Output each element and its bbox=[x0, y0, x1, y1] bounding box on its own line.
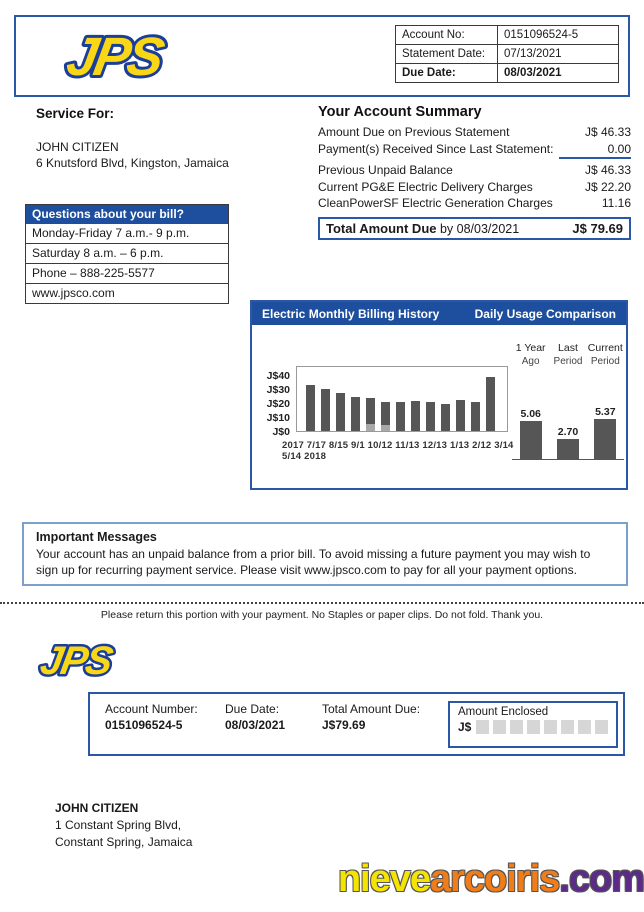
important-messages-body: Your account has an unpaid balance from a prior bill. To avoid missing a future payment you may wish to sign up for recurring payment service. Please visit www.jpsco.com to pay for all your payment options. bbox=[36, 547, 591, 577]
jps-logo-text: JPS bbox=[62, 26, 167, 87]
mailing-address-line1: 1 Constant Spring Blvd, bbox=[55, 818, 182, 832]
stub-due-date-label: Due Date: bbox=[225, 702, 280, 716]
watermark-segment: arcoiris bbox=[429, 858, 560, 900]
watermark-segment: .com bbox=[559, 858, 644, 900]
account-no-label: Account No: bbox=[396, 26, 498, 45]
total-due-label-bold: Total Amount Due bbox=[326, 220, 437, 236]
total-amount-due-row bbox=[318, 217, 631, 240]
billing-history-title: Electric Monthly Billing History bbox=[262, 306, 440, 321]
stub-account-number-value: 0151096524-5 bbox=[105, 718, 183, 732]
amount-enclosed-entry[interactable] bbox=[458, 720, 608, 734]
daily-usage-category-label: Last Period bbox=[553, 342, 583, 367]
summary-value: J$ 46.33 bbox=[584, 125, 631, 139]
billing-bar bbox=[471, 402, 480, 431]
summary-row-generation-charges bbox=[318, 195, 631, 212]
y-axis-tick: J$20 bbox=[266, 398, 290, 411]
questions-box-title: Questions about your bill? bbox=[26, 205, 228, 224]
statement-date-label: Statement Date: bbox=[396, 45, 498, 64]
billing-bar bbox=[441, 404, 450, 431]
billing-bar bbox=[306, 385, 315, 431]
billing-y-axis bbox=[252, 366, 294, 438]
perforation-line bbox=[0, 602, 644, 604]
summary-row-previous-statement bbox=[318, 124, 631, 141]
mailing-name: JOHN CITIZEN bbox=[55, 801, 139, 815]
summary-label: Payment(s) Received Since Last Statement: bbox=[318, 141, 554, 156]
table-row bbox=[396, 26, 619, 45]
amount-enclosed-square[interactable] bbox=[510, 720, 523, 734]
jps-logo-stub bbox=[22, 632, 157, 693]
stub-total-due-value: J$79.69 bbox=[322, 718, 366, 732]
amount-enclosed-square[interactable] bbox=[578, 720, 591, 734]
account-no-value: 0151096524-5 bbox=[498, 26, 619, 45]
account-summary-title: Your Account Summary bbox=[318, 104, 482, 120]
jps-logo-icon bbox=[44, 21, 224, 93]
billing-bars bbox=[296, 366, 508, 432]
header-box bbox=[14, 15, 630, 97]
stub-total-due bbox=[322, 702, 420, 732]
important-messages-title: Important Messages bbox=[36, 530, 157, 544]
statement-date-value: 07/13/2021 bbox=[498, 45, 619, 64]
watermark bbox=[338, 858, 644, 901]
total-due-label bbox=[326, 221, 519, 236]
chart-panel bbox=[250, 300, 628, 490]
billing-bar bbox=[351, 397, 360, 431]
billing-bar bbox=[486, 377, 495, 431]
due-date-label: Due Date: bbox=[396, 64, 498, 83]
summary-row-delivery-charges bbox=[318, 179, 631, 196]
billing-bar bbox=[456, 400, 465, 431]
daily-usage-value: 2.70 bbox=[557, 425, 579, 438]
billing-bar bbox=[366, 398, 375, 431]
summary-row-payments-received bbox=[318, 141, 631, 160]
return-portion-note: Please return this portion with your payment. No Staples or paper clips. Do not fold. Thank you. bbox=[100, 609, 544, 621]
amount-enclosed-currency: J$ bbox=[458, 720, 472, 734]
summary-value: 0.00 bbox=[559, 141, 631, 160]
jps-logo bbox=[44, 21, 224, 98]
summary-value: J$ 22.20 bbox=[584, 179, 631, 194]
amount-enclosed-square[interactable] bbox=[493, 720, 506, 734]
daily-usage-bar bbox=[557, 439, 579, 459]
mailing-address-line2: Constant Spring, Jamaica bbox=[55, 835, 193, 849]
daily-usage-bars bbox=[512, 342, 624, 460]
due-date-value: 08/03/2021 bbox=[498, 64, 619, 83]
questions-hours-saturday: Saturday 8 a.m. – 6 p.m. bbox=[26, 244, 228, 264]
billing-bar bbox=[426, 402, 435, 431]
important-messages-box bbox=[22, 522, 628, 586]
summary-label: Current PG&E Electric Delivery Charges bbox=[318, 179, 533, 194]
stub-due-date bbox=[225, 702, 285, 732]
service-for-title: Service For: bbox=[36, 106, 115, 121]
daily-usage-column bbox=[512, 342, 549, 459]
summary-label: Amount Due on Previous Statement bbox=[318, 125, 510, 139]
jps-logo-icon bbox=[22, 632, 157, 688]
amount-enclosed-label: Amount Enclosed bbox=[458, 706, 549, 718]
daily-usage-value: 5.37 bbox=[595, 406, 616, 419]
summary-label: CleanPowerSF Electric Generation Charges bbox=[318, 196, 553, 210]
total-due-suffix: by 08/03/2021 bbox=[436, 221, 520, 236]
y-axis-tick: J$0 bbox=[272, 426, 290, 438]
questions-box bbox=[25, 204, 229, 304]
questions-phone: Phone – 888-225-5577 bbox=[26, 264, 228, 284]
summary-label: Previous Unpaid Balance bbox=[318, 163, 453, 177]
billing-x-axis: 2017 7/17 8/15 9/1 10/12 11/13 12/13 1/13 2/12 3/14 5/14 2018 bbox=[282, 440, 514, 462]
total-due-value: J$ 79.69 bbox=[572, 220, 623, 236]
daily-usage-bar bbox=[594, 419, 616, 459]
watermark-segment: nieve bbox=[337, 858, 430, 900]
billing-bar bbox=[321, 389, 330, 431]
jps-logo-text: JPS bbox=[37, 638, 115, 683]
stub-due-date-value: 08/03/2021 bbox=[225, 718, 286, 732]
questions-website: www.jpsco.com bbox=[32, 286, 115, 300]
daily-usage-category-label: 1 Year Ago bbox=[515, 342, 546, 367]
stub-account-number-label: Account Number: bbox=[105, 702, 198, 716]
account-info-table bbox=[395, 25, 619, 83]
summary-value: J$ 46.33 bbox=[584, 163, 631, 177]
amount-enclosed-square[interactable] bbox=[476, 720, 489, 734]
daily-usage-bar bbox=[520, 421, 542, 459]
amount-enclosed-box bbox=[448, 701, 618, 748]
billing-bar bbox=[336, 393, 345, 431]
stub-total-due-label: Total Amount Due: bbox=[322, 702, 421, 716]
daily-usage-column bbox=[587, 342, 624, 459]
summary-row-unpaid-balance bbox=[318, 162, 631, 179]
y-axis-tick: J$40 bbox=[266, 370, 290, 383]
amount-enclosed-square[interactable] bbox=[561, 720, 574, 734]
chart-panel-header bbox=[252, 302, 626, 325]
y-axis-tick: J$10 bbox=[266, 412, 290, 425]
account-summary bbox=[318, 104, 631, 240]
daily-usage-category-label: Current Period bbox=[587, 342, 623, 367]
billing-bar bbox=[411, 401, 420, 431]
daily-usage-value: 5.06 bbox=[520, 408, 541, 421]
amount-enclosed-square[interactable] bbox=[595, 720, 608, 734]
payment-stub bbox=[88, 692, 625, 756]
questions-hours-weekday: Monday-Friday 7 a.m.- 9 p.m. bbox=[26, 224, 228, 244]
amount-enclosed-square[interactable] bbox=[544, 720, 557, 734]
daily-usage-column bbox=[549, 342, 586, 459]
service-for-name: JOHN CITIZEN bbox=[36, 140, 119, 154]
y-axis-tick: J$30 bbox=[266, 384, 290, 397]
billing-bar bbox=[381, 402, 390, 431]
table-row bbox=[396, 64, 619, 83]
stub-account-number bbox=[105, 702, 198, 732]
daily-usage-title: Daily Usage Comparison bbox=[474, 306, 616, 321]
billing-bar bbox=[396, 402, 405, 431]
amount-enclosed-square[interactable] bbox=[527, 720, 540, 734]
service-for-address: 6 Knutsford Blvd, Kingston, Jamaica bbox=[36, 156, 229, 170]
table-row bbox=[396, 45, 619, 64]
summary-value: 11.16 bbox=[601, 196, 631, 210]
